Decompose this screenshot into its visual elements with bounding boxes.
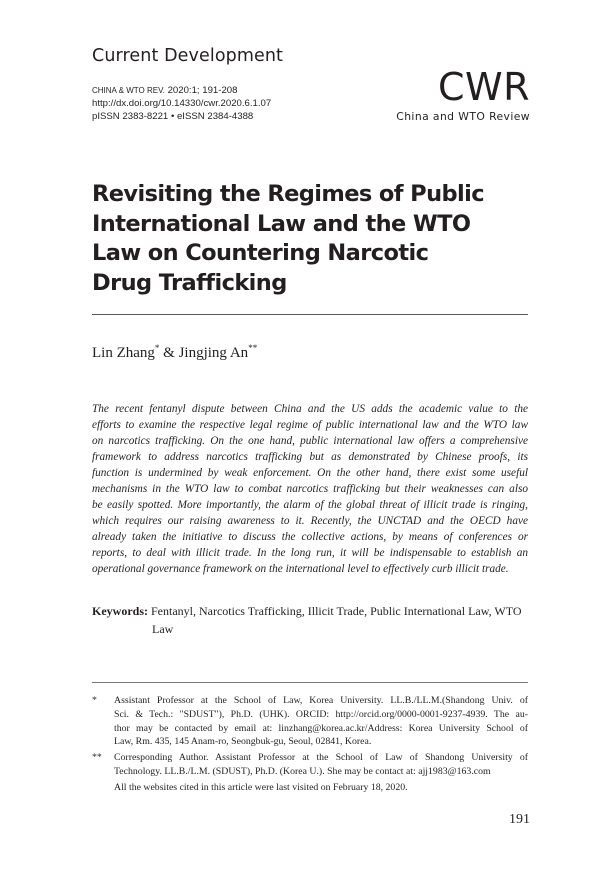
keywords-list: Fentanyl, Narcotics Trafficking, Illicit Trade, Public International Law, WTO: [148, 604, 522, 618]
title-line: Law on Countering Narcotic: [92, 240, 429, 266]
title-line: Revisiting the Regimes of Public: [92, 181, 484, 207]
footnote-mark: *: [92, 695, 97, 706]
abstract-line: already taken the initiative to discuss the collective actions, by means of conferences or: [92, 531, 528, 543]
footnote-line: Technology. LL.B./L.M. (SDUST), Ph.D. (Korea U.). She may be contact at: ajj1983@163.com: [114, 765, 491, 777]
footnote-line: thor may be contacted by email at: linzhang@korea.ac.kr/Address: Korea University School of: [114, 722, 528, 734]
abstract-line: The recent fentanyl dispute between China and the US adds the academic value to the: [92, 403, 528, 415]
abstract-line: function is undermined by weak enforcement. On the other hand, there exist some useful: [92, 467, 528, 479]
footnote-line: Sci. & Tech.: "SDUST"), Ph.D. (UHK). ORCID: http://orcid.org/0000-0001-9237-4939. The au-: [114, 708, 528, 720]
footnote-marker[interactable]: **: [248, 343, 258, 353]
abstract-line: on narcotics trafficking. On the one hand, public international law offers a comprehensive: [92, 435, 528, 447]
author-line: [92, 343, 257, 362]
abstract: [92, 401, 528, 577]
footnote-note: All the websites cited in this article were last visited on February 18, 2020.: [114, 781, 408, 793]
article-title: [92, 180, 532, 298]
journal-abbrev: CHINA & WTO REV.: [92, 86, 165, 95]
title-divider: [92, 314, 528, 315]
footnote-divider: [92, 682, 528, 683]
journal-logo: CWR: [437, 65, 530, 109]
author-separator: &: [159, 345, 179, 361]
footnotes: [92, 694, 528, 795]
footnote: [92, 751, 528, 779]
footnote-mark: **: [92, 752, 102, 764]
author-name: Jingjing An: [178, 345, 249, 361]
abstract-line: which requires our raising awareness to it. Recently, the UNCTAD and the OECD have: [92, 515, 528, 527]
citation-volume-pages: 2020:1; 191-208: [164, 85, 238, 96]
journal-name: China and WTO Review: [396, 110, 530, 123]
doi-link[interactable]: http://dx.doi.org/10.14330/cwr.2020.6.1.07: [92, 98, 272, 109]
journal-brand: [384, 65, 530, 123]
abstract-line: efforts to examine the respective legal regime of public international law and the WTO law: [92, 419, 528, 431]
footnote: [92, 694, 528, 749]
keywords-continuation: Law: [152, 622, 174, 636]
issn-line: pISSN 2383-8221 • eISSN 2384-4388: [92, 111, 254, 122]
footnote-line: Law, Rm. 435, 145 Anam-ro, Seongbuk-gu, Seoul, 02841, Korea.: [114, 736, 372, 748]
keywords: [92, 602, 532, 638]
abstract-line: framework to address narcotics trafficking but as demonstrated by Chinese proofs, its: [92, 451, 528, 463]
abstract-line: operational governance framework on the international level to effectively curb illicit trade.: [92, 563, 509, 575]
footnote-marker[interactable]: *: [154, 343, 160, 353]
page-number: 191: [509, 812, 530, 827]
citation-line: [92, 84, 271, 97]
section-label: Current Development: [92, 46, 283, 66]
keywords-line: [92, 602, 532, 620]
abstract-line: mechanisms in the WTO law to combat narcotics trafficking but their weaknesses can also: [92, 483, 528, 495]
abstract-line: reports, to deal with illicit trade. In the long run, it will be indispensable to establish an: [92, 547, 528, 559]
title-line: International Law and the WTO: [92, 210, 471, 237]
footnote-line: Corresponding Author. Assistant Professor at the School of Law of Shandong University of: [114, 752, 528, 764]
keywords-label: Keywords:: [92, 604, 148, 618]
citation-block: [92, 84, 271, 123]
footnote-line: Assistant Professor at the School of Law, Korea University. LL.B./LL.M.(Shandong Univ. of: [114, 695, 528, 706]
author-name: Lin Zhang: [92, 345, 155, 361]
abstract-line: be easily spotted. More importantly, the alarm of the global threat of illicit trade is ringing,: [92, 499, 528, 511]
title-line: Drug Trafficking: [92, 269, 287, 296]
